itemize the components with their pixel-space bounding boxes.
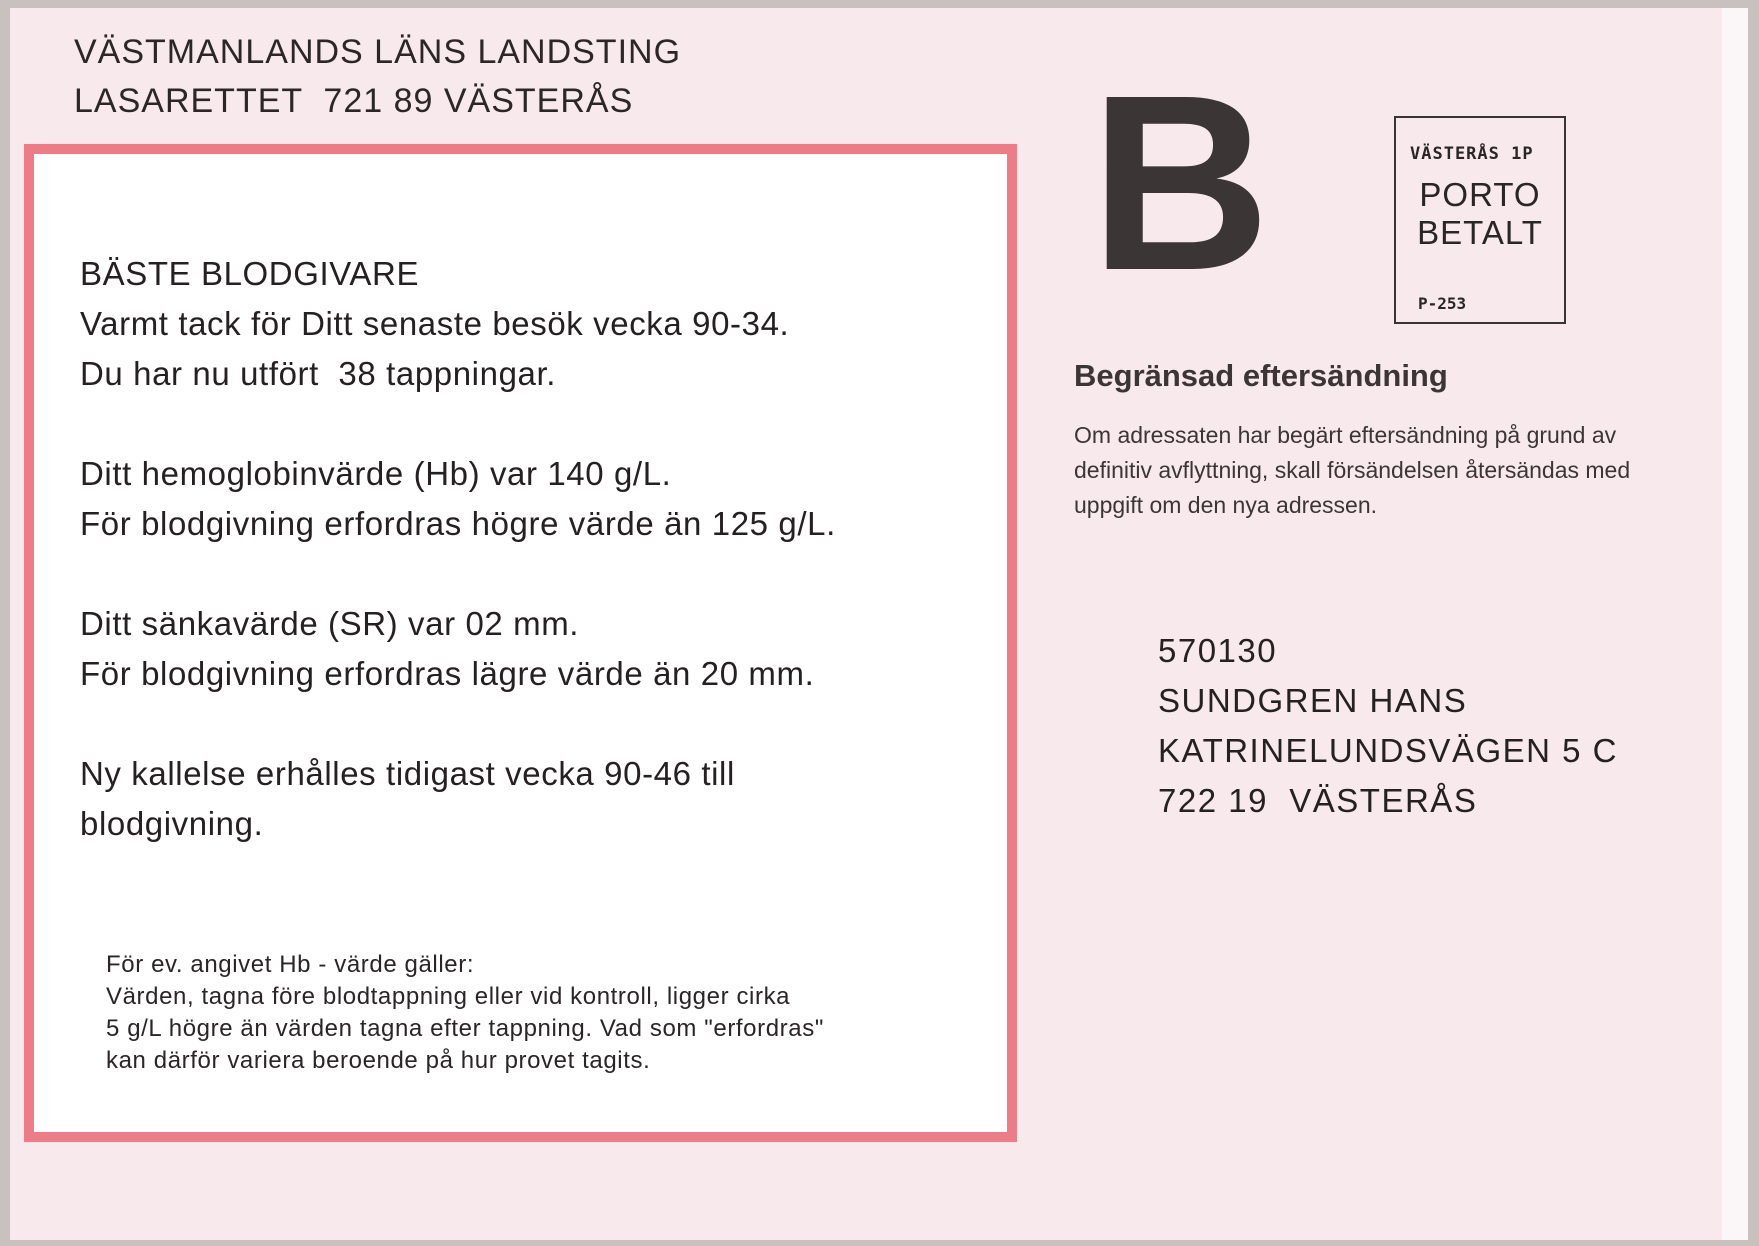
postcard	[10, 8, 1748, 1240]
postal-class-letter: B	[1090, 43, 1271, 322]
footnote-line: 5 g/L högre än värden tagna efter tappning. Vad som "erfordras"	[106, 1015, 824, 1042]
next-call-line-1: Ny kallelse erhålles tidigast vecka 90-46 till	[80, 755, 735, 792]
footnote-line: Värden, tagna före blodtappning eller vid kontroll, ligger cirka	[106, 983, 791, 1010]
greeting: BÄSTE BLODGIVARE	[80, 255, 420, 292]
stamp-place: VÄSTERÅS 1P	[1410, 144, 1534, 164]
forwarding-title: Begränsad eftersändning	[1074, 358, 1448, 393]
forwarding-line: uppgift om den nya adressen.	[1074, 492, 1378, 518]
card-edge	[1722, 8, 1748, 1240]
hb-footnote	[106, 949, 824, 1077]
stamp-code: P-253	[1418, 294, 1467, 313]
hb-value: Ditt hemoglobinvärde (Hb) var 140 g/L.	[80, 455, 672, 492]
hb-requirement: För blodgivning erfordras högre värde än 125 g/L.	[80, 505, 836, 542]
postage-paid-stamp	[1394, 116, 1566, 324]
recipient-name: SUNDGREN HANS	[1158, 682, 1468, 719]
stamp-porto-betalt	[1396, 176, 1564, 252]
footnote-line: kan därför variera beroende på hur provet tagits.	[106, 1047, 651, 1074]
stamp-porto: PORTO	[1419, 176, 1541, 213]
sr-requirement: För blodgivning erfordras lägre värde än 20 mm.	[80, 655, 815, 692]
recipient-street: KATRINELUNDSVÄGEN 5 C	[1158, 732, 1618, 769]
sender-line-1: VÄSTMANLANDS LÄNS LANDSTING	[74, 33, 682, 71]
sr-value: Ditt sänkavärde (SR) var 02 mm.	[80, 605, 580, 642]
recipient-city: 722 19 VÄSTERÅS	[1158, 782, 1478, 819]
sender-address	[74, 28, 681, 126]
donation-count: Du har nu utfört 38 tappningar.	[80, 355, 557, 392]
footnote-line: För ev. angivet Hb - värde gäller:	[106, 951, 475, 978]
recipient-id: 570130	[1158, 632, 1278, 669]
recipient-address	[1158, 626, 1618, 826]
letter-body	[80, 249, 836, 899]
next-call-line-2: blodgivning.	[80, 805, 264, 842]
forwarding-text	[1074, 418, 1630, 523]
forwarding-line: definitiv avflyttning, skall försändelsen återsändas med	[1074, 457, 1631, 483]
letter-box	[24, 144, 1017, 1142]
stamp-betalt: BETALT	[1417, 214, 1543, 251]
thanks-line: Varmt tack för Ditt senaste besök vecka 90-34.	[80, 305, 790, 342]
sender-line-2: LASARETTET 721 89 VÄSTERÅS	[74, 82, 634, 120]
forwarding-line: Om adressaten har begärt eftersändning på grund av	[1074, 422, 1617, 448]
